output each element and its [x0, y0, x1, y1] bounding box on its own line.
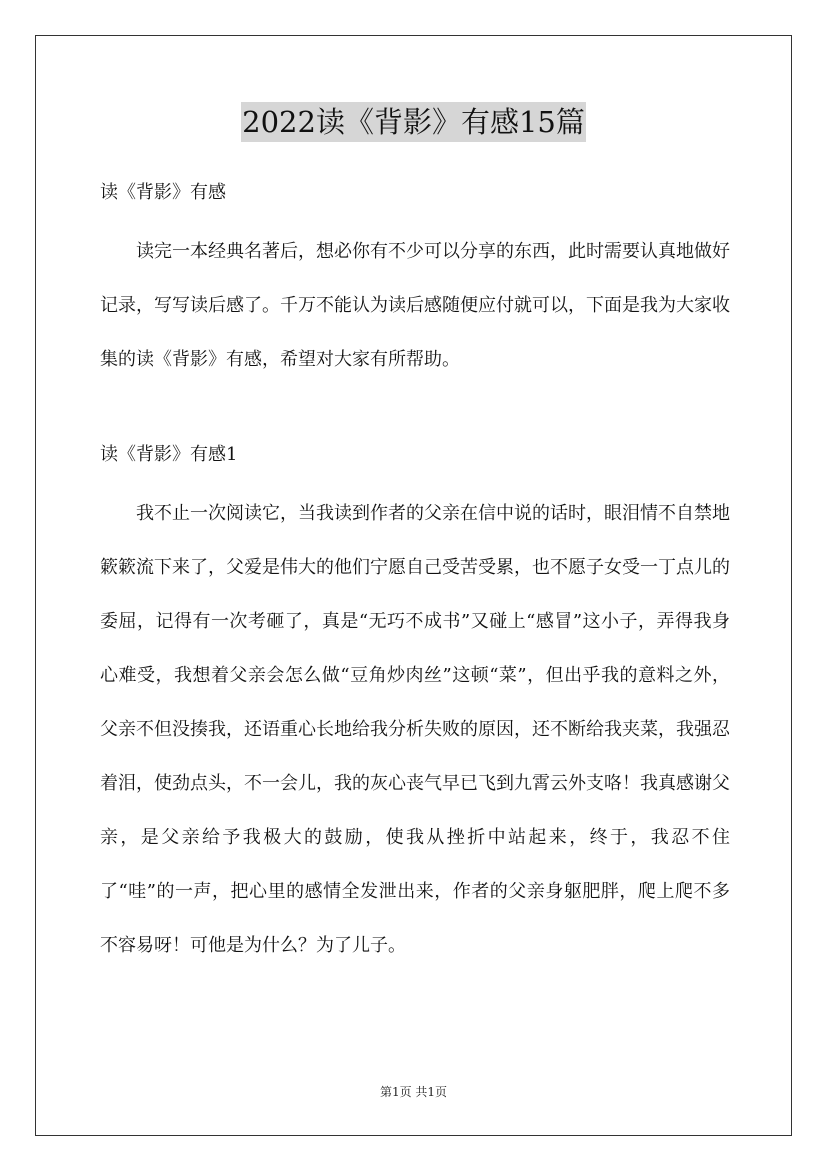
page-number: 第1页 共1页	[379, 1085, 448, 1099]
page-footer	[0, 1083, 827, 1100]
document-title: 2022读《背影》有感15篇	[241, 102, 586, 142]
section-heading-intro: 读《背影》有感	[100, 182, 226, 203]
title-container	[0, 102, 827, 142]
intro-paragraph: 读完一本经典名著后，想必你有不少可以分享的东西，此时需要认真地做好记录，写写读后感了。千万不能认为读后感随便应付就可以，下面是我为大家收集的读《背影》有感，希望对大家有所帮助。	[100, 241, 730, 370]
document-body	[100, 177, 730, 973]
section-heading-1: 读《背影》有感1	[100, 444, 238, 465]
essay-paragraph-1: 我不止一次阅读它，当我读到作者的父亲在信中说的话时，眼泪情不自禁地簌簌流下来了，父爱是伟大的他们宁愿自己受苦受累，也不愿子女受一丁点儿的委屈，记得有一次考砸了，真是“无巧不成书”又碰上“感冒”这小子，弄得我身心难受，我想着父亲会怎么做“豆角炒肉丝”这顿“菜”，但出乎我的意料之外，父亲不但没揍我，还语重心长地给我分析失败的原因，还不断给我夹菜，我强忍着泪，使劲点头，不一会儿，我的灰心丧气早已飞到九霄云外支咯！我真感谢父亲，是父亲给予我极大的鼓励，使我从挫折中站起来，终于，我忍不住了“哇”的一声，把心里的感情全发泄出来，作者的父亲身躯肥胖，爬上爬不多不容易呀！可他是为什么？为了儿子。	[100, 503, 730, 956]
